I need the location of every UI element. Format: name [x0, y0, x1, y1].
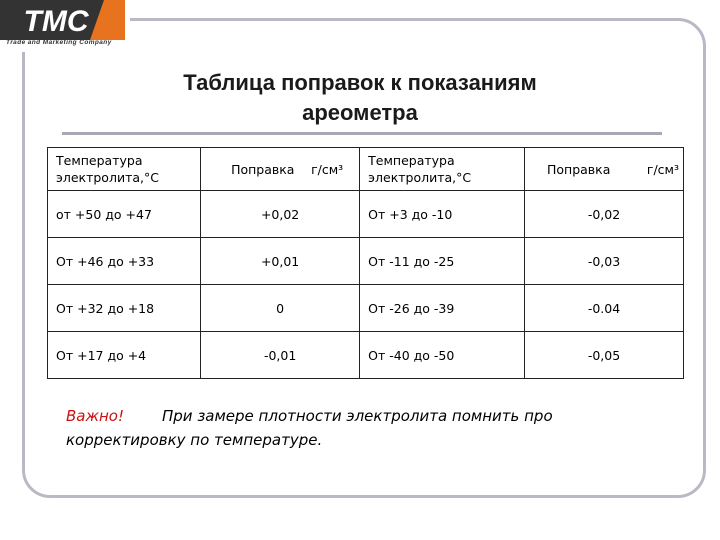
temp-range-1: от +50 до +47: [48, 191, 201, 238]
header-correction-2-unit: г/см³: [646, 161, 679, 177]
title-divider: [62, 132, 662, 135]
table-row: [48, 238, 684, 285]
title-line-2: ареометра: [302, 100, 418, 125]
correction-1: -0,01: [201, 332, 360, 379]
title-line-1: Таблица поправок к показаниям: [183, 70, 537, 95]
temp-range-2: От +3 до -10: [360, 191, 525, 238]
header-correction-1-label: Поправка: [231, 161, 295, 177]
correction-1: 0: [201, 285, 360, 332]
temp-range-1: От +46 до +33: [48, 238, 201, 285]
temp-range-2: От -26 до -39: [360, 285, 525, 332]
table-row: [48, 285, 684, 332]
warning-label: Важно!: [66, 407, 124, 425]
note-text: При замере плотности электролита помнить про корректировку по температуре.: [66, 407, 553, 449]
table-row: [48, 191, 684, 238]
header-correction-1-unit: г/см³: [311, 161, 344, 177]
header-correction-1: [201, 148, 360, 191]
correction-2: -0,03: [524, 238, 683, 285]
logo-subtitle: Trade and Marketing Company: [6, 39, 112, 46]
correction-table: [47, 147, 684, 379]
correction-2: -0,05: [524, 332, 683, 379]
important-note: [66, 404, 666, 452]
page-title: [60, 68, 660, 128]
temp-range-1: От +32 до +18: [48, 285, 201, 332]
header-correction-2-label: Поправка: [546, 161, 611, 177]
header-correction-2: [524, 148, 683, 191]
header-temperature-1: Температура электролита,°С: [48, 148, 201, 191]
table-header-row: [48, 148, 684, 191]
correction-2: -0.04: [524, 285, 683, 332]
logo-text: TMC: [23, 5, 89, 38]
correction-1: +0,02: [201, 191, 360, 238]
correction-1: +0,01: [201, 238, 360, 285]
correction-2: -0,02: [524, 191, 683, 238]
tmc-logo: [0, 0, 125, 40]
table-row: [48, 332, 684, 379]
header-temperature-2: Температура электролита,°С: [360, 148, 525, 191]
temp-range-2: От -11 до -25: [360, 238, 525, 285]
temp-range-1: От +17 до +4: [48, 332, 201, 379]
temp-range-2: От -40 до -50: [360, 332, 525, 379]
